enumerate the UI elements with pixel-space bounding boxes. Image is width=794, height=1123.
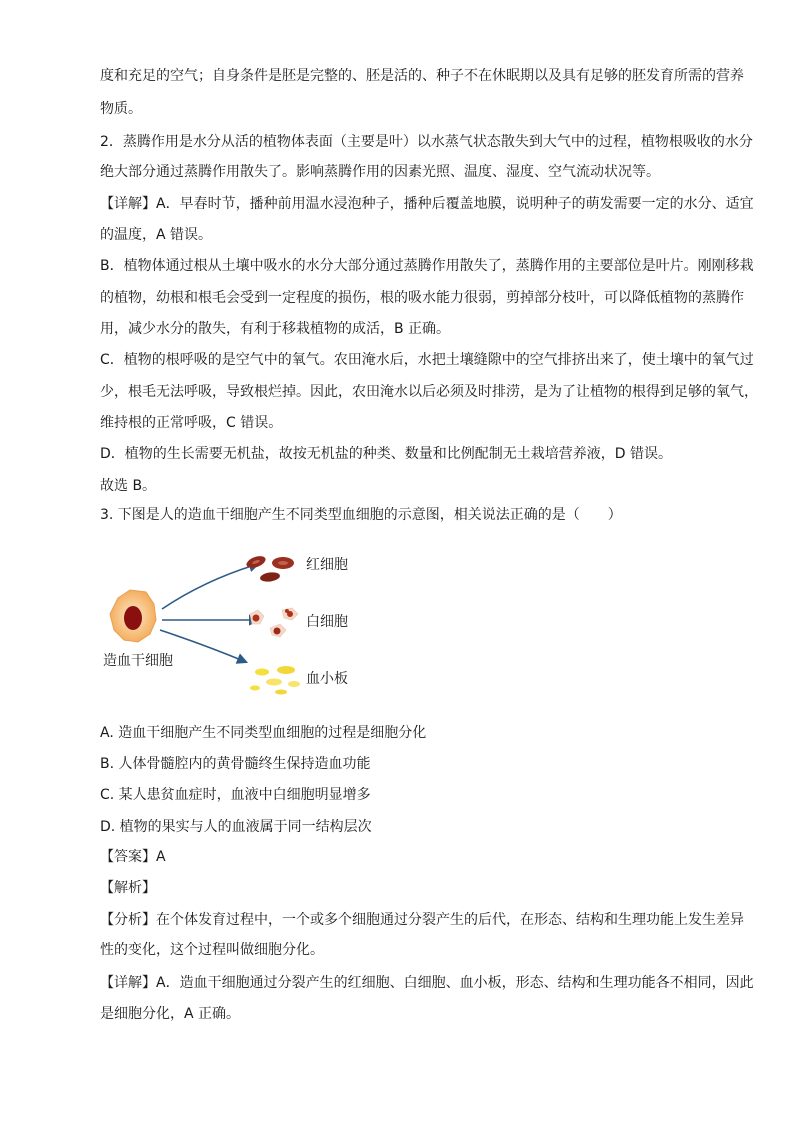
paragraph-line-11: 少，根毛无法呼吸，导致根烂掉。因此，农田淹水以后必须及时排涝，是为了让植物的根得到足够的氧气， — [100, 384, 758, 400]
question-stem: 3. 下图是人的造血干细胞产生不同类型血细胞的示意图，相关说法正确的是（ ） — [100, 507, 622, 523]
paragraph-line-5: 【详解】A．早春时节，播种前用温水浸泡种子，播种后覆盖地膜，说明种子的萌发需要一定的水分、适宜 — [100, 196, 754, 212]
stem-cell-label: 造血干细胞 — [103, 653, 173, 669]
paragraph-line-3: 2．蒸腾作用是水分从活的植物体表面（主要是叶）以水蒸气状态散失到大气中的过程，植物根吸收的水分 — [100, 134, 753, 150]
paragraph-line-13: D．植物的生长需要无机盐，故按无机盐的种类、数量和比例配制无土栽培营养液，D 错误。 — [100, 446, 673, 462]
stem-cell-icon — [110, 590, 156, 642]
red-cell-label: 红细胞 — [306, 557, 348, 573]
analysis-line-1: 【分析】在个体发育过程中，一个或多个细胞通过分裂产生的后代，在形态、结构和生理功能上发生差异 — [100, 912, 744, 928]
paragraph-line-1: 度和充足的空气；自身条件是胚是完整的、胚是活的、种子不在休眠期以及具有足够的胚发育所需的营养 — [100, 68, 744, 84]
answer: 【答案】A — [100, 849, 166, 865]
paragraph-line-9: 用，减少水分的散失，有利于移栽植物的成活，B 正确。 — [100, 321, 451, 337]
option-b: B. 人体骨髓腔内的黄骨髓终生保持造血功能 — [100, 756, 371, 772]
paragraph-line-7: B．植物体通过根从土壤中吸水的水分大部分通过蒸腾作用散失了，蒸腾作用的主要部位是叶片。刚刚移栽 — [100, 258, 754, 274]
detail-line-2: 是细胞分化，A 正确。 — [100, 1006, 241, 1022]
white-cell-label: 白细胞 — [306, 614, 348, 630]
white-cell-icon — [250, 608, 298, 637]
platelet-icon — [250, 666, 300, 695]
detail-line-1: 【详解】A．造血干细胞通过分裂产生的红细胞、白细胞、血小板，形态、结构和生理功能各不相同，因此 — [100, 975, 754, 991]
option-c: C. 某人患贫血症时，血液中白细胞明显增多 — [100, 787, 371, 803]
paragraph-line-12: 维持根的正常呼吸，C 错误。 — [100, 415, 283, 431]
paragraph-line-14: 故选 B。 — [100, 478, 157, 494]
arrow-to-red-cell — [162, 564, 258, 609]
analysis-heading: 【解析】 — [100, 880, 156, 896]
red-cell-icon — [245, 554, 294, 583]
option-a: A. 造血干细胞产生不同类型血细胞的过程是细胞分化 — [100, 725, 427, 741]
paragraph-line-6: 的温度，A 错误。 — [100, 227, 213, 243]
paragraph-line-4: 绝大部分通过蒸腾作用散失了。影响蒸腾作用的因素光照、温度、湿度、空气流动状况等。 — [100, 164, 660, 180]
paragraph-line-2: 物质。 — [100, 101, 142, 117]
nucleus-icon — [124, 606, 142, 630]
analysis-line-2: 性的变化，这个过程叫做细胞分化。 — [100, 942, 324, 958]
option-d: D. 植物的果实与人的血液属于同一结构层次 — [100, 819, 372, 835]
paragraph-line-8: 的植物，幼根和根毛会受到一定程度的损伤，根的吸水能力很弱，剪掉部分枝叶，可以降低植物的蒸腾作 — [100, 290, 744, 306]
platelet-label: 血小板 — [306, 671, 348, 687]
paragraph-line-10: C．植物的根呼吸的是空气中的氧气。农田淹水后，水把土壤缝隙中的空气排挤出来了，使土壤中的氧气过 — [100, 352, 754, 368]
